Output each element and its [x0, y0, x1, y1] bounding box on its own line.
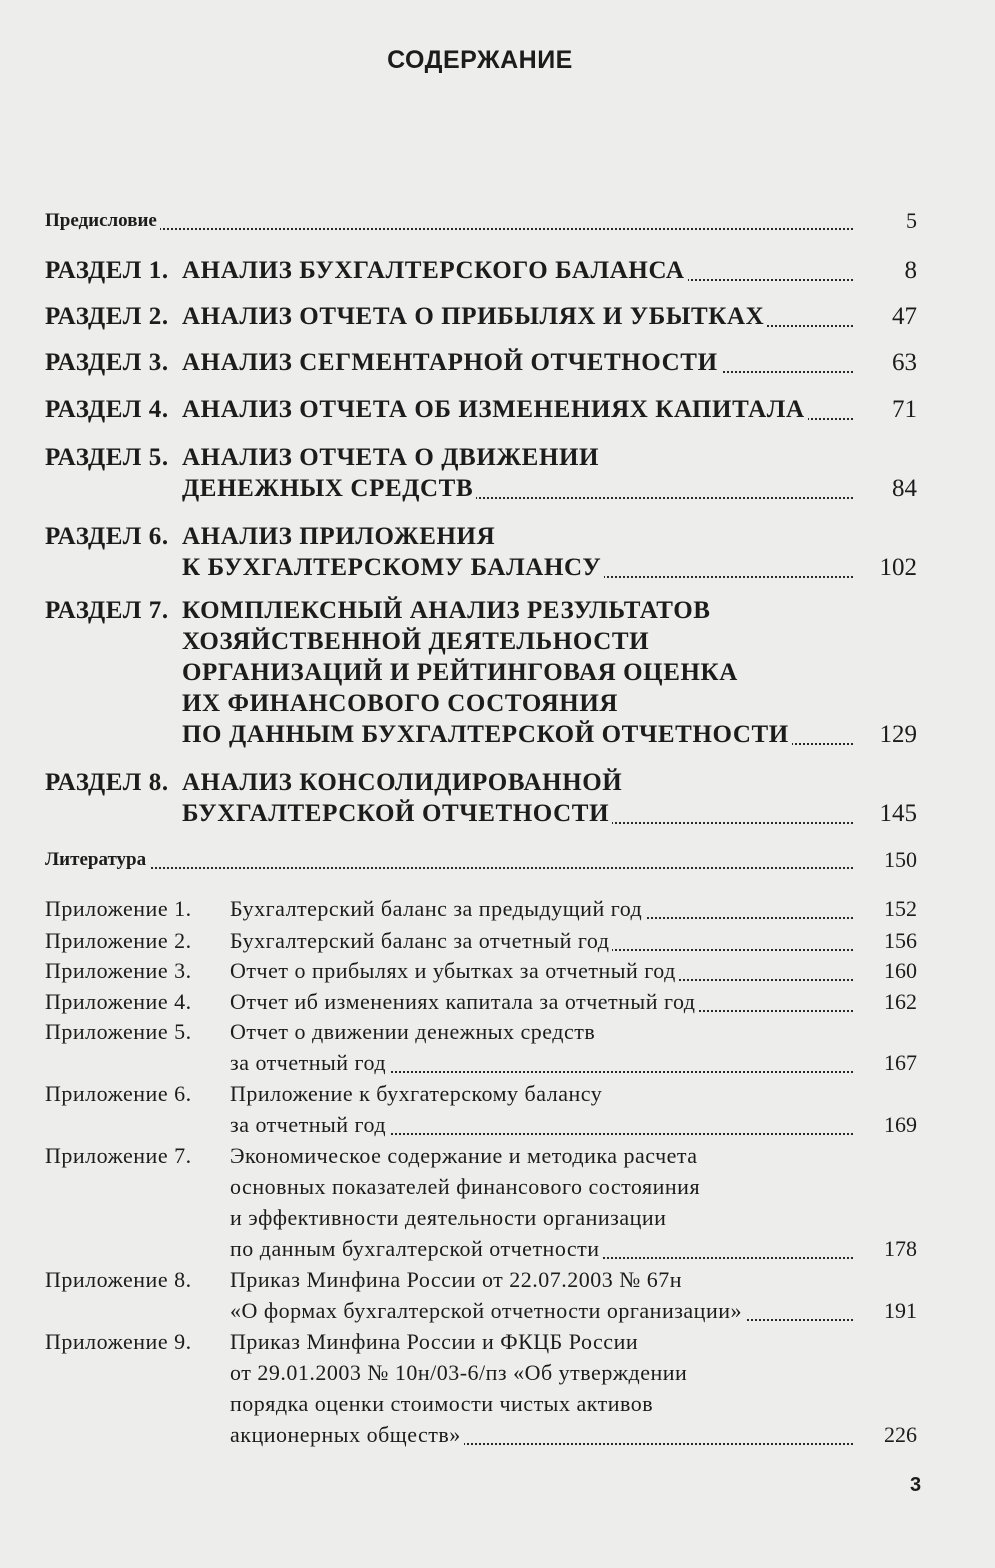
toc-entry-line: Отчет иб изменениях капитала за отчетный год: [230, 986, 699, 1017]
toc-entry-line: Приложение к бухгатерскому балансу: [230, 1078, 605, 1109]
toc-appendix-entry: [0, 1326, 995, 1450]
toc-entry-page: 162: [854, 986, 917, 1017]
toc-entry-line: Бухгалтерский баланс за предыдущий год: [230, 893, 645, 924]
toc-entry-label: Предисловие: [45, 207, 160, 235]
toc-entry-page: 167: [854, 1047, 917, 1078]
toc-entry-line: основных показателей финансового состояиния: [230, 1171, 703, 1202]
toc-entry-page: 169: [854, 1109, 917, 1140]
toc-entry-page: 63: [854, 348, 917, 378]
toc-appendix-entry: [0, 893, 995, 924]
toc-entry-page: 145: [854, 799, 917, 829]
toc-section-entry: [0, 348, 995, 379]
toc-section-entry: [0, 302, 995, 333]
toc-entry-line: БУХГАЛТЕРСКОЙ ОТЧЕТНОСТИ: [182, 799, 612, 829]
toc-appendix-entry: [0, 1264, 995, 1326]
toc-entry-page: 191: [854, 1295, 917, 1326]
toc-entry-prefix: Приложение 6.: [45, 1081, 192, 1106]
toc-entry-preface: [0, 207, 995, 237]
toc-entry-prefix: Приложение 7.: [45, 1143, 192, 1168]
toc-section-entry: [0, 256, 995, 287]
toc-entry-prefix: РАЗДЕЛ 2.: [45, 303, 169, 330]
toc-section-entry: [0, 443, 995, 505]
toc-entry-line: АНАЛИЗ ОТЧЕТА ОБ ИЗМЕНЕНИЯХ КАПИТАЛА: [182, 395, 808, 425]
toc-entry-prefix: Приложение 9.: [45, 1329, 192, 1354]
toc-entry-line: АНАЛИЗ ОТЧЕТА О ПРИБЫЛЯХ И УБЫТКАХ: [182, 302, 767, 332]
toc-entry-line: «О формах бухгалтерской отчетности организации»: [230, 1295, 745, 1326]
toc-entry-page: 47: [854, 302, 917, 332]
toc-entry-line: Бухгалтерский баланс за отчетный год: [230, 925, 612, 956]
toc-entry-page: 178: [854, 1233, 917, 1264]
toc-entry-line: за отчетный год: [230, 1109, 389, 1140]
leader-dots: [120, 228, 913, 230]
toc-entry-prefix: Приложение 1.: [45, 896, 192, 921]
toc-entry-page: 156: [854, 925, 917, 956]
toc-entry-line: Отчет о прибылях и убытках за отчетный год: [230, 955, 679, 986]
toc-entry-line: акционерных обществ»: [230, 1419, 464, 1450]
toc-entry-prefix: РАЗДЕЛ 4.: [45, 396, 169, 423]
toc-entry-line: Приказ Минфина России и ФКЦБ России: [230, 1326, 641, 1357]
toc-entry-line: АНАЛИЗ ПРИЛОЖЕНИЯ: [182, 522, 498, 552]
toc-entry-page: 84: [854, 474, 917, 504]
toc-entry-prefix: РАЗДЕЛ 7.: [45, 597, 169, 624]
toc-entry-prefix: РАЗДЕЛ 6.: [45, 523, 169, 550]
toc-entry-line: за отчетный год: [230, 1047, 389, 1078]
toc-entry-line: АНАЛИЗ ОТЧЕТА О ДВИЖЕНИИ: [182, 443, 602, 473]
toc-entry-page: 152: [854, 893, 917, 924]
toc-entry-prefix: Приложение 8.: [45, 1267, 192, 1292]
toc-entry-line: Приказ Минфина России от 22.07.2003 № 67н: [230, 1264, 685, 1295]
toc-entry-prefix: РАЗДЕЛ 5.: [45, 444, 169, 471]
toc-entry-prefix: Приложение 4.: [45, 989, 192, 1014]
toc-entry-line: К БУХГАЛТЕРСКОМУ БАЛАНСУ: [182, 553, 604, 583]
toc-entry-prefix: Приложение 5.: [45, 1019, 192, 1044]
toc-entry-page: 160: [854, 955, 917, 986]
toc-entry-line: АНАЛИЗ КОНСОЛИДИРОВАННОЙ: [182, 768, 625, 798]
toc-entry-line: АНАЛИЗ СЕГМЕНТАРНОЙ ОТЧЕТНОСТИ: [182, 348, 721, 378]
toc-entry-line: ИХ ФИНАНСОВОГО СОСТОЯНИЯ: [182, 689, 621, 719]
toc-entry-line: АНАЛИЗ БУХГАЛТЕРСКОГО БАЛАНСА: [182, 256, 688, 286]
toc-section-entry: [0, 596, 995, 751]
toc-entry-page: 129: [854, 720, 917, 750]
toc-appendix-entry: [0, 1140, 995, 1264]
toc-entry-page: 150: [854, 846, 917, 874]
toc-entry-prefix: РАЗДЕЛ 8.: [45, 769, 169, 796]
toc-entry-page: 5: [854, 207, 917, 235]
toc-section-entry: [0, 522, 995, 584]
toc-appendix-entry: [0, 1078, 995, 1140]
toc-entry-line: Отчет о движении денежных средств: [230, 1016, 598, 1047]
toc-entry-page: 71: [854, 395, 917, 425]
toc-entry-line: КОМПЛЕКСНЫЙ АНАЛИЗ РЕЗУЛЬТАТОВ: [182, 596, 714, 626]
toc-entry-line: ХОЗЯЙСТВЕННОЙ ДЕЯТЕЛЬНОСТИ: [182, 627, 652, 657]
toc-entry-literature: [0, 846, 995, 876]
toc-section-entry: [0, 395, 995, 426]
toc-entry-page: 226: [854, 1419, 917, 1450]
toc-section-entry: [0, 768, 995, 830]
toc-entry-line: порядка оценки стоимости чистых активов: [230, 1388, 656, 1419]
toc-appendix-entry: [0, 955, 995, 986]
toc-entry-prefix: РАЗДЕЛ 3.: [45, 349, 169, 376]
page-title: СОДЕРЖАНИЕ: [387, 46, 573, 74]
toc-entry-line: и эффективности деятельности организации: [230, 1202, 669, 1233]
toc-entry-page: 102: [854, 553, 917, 583]
page-number: 3: [910, 1474, 922, 1496]
toc-entry-line: ОРГАНИЗАЦИЙ И РЕЙТИНГОВАЯ ОЦЕНКА: [182, 658, 741, 688]
leader-dots: [120, 867, 913, 869]
toc-entry-prefix: РАЗДЕЛ 1.: [45, 257, 169, 284]
toc-entry-line: ПО ДАННЫМ БУХГАЛТЕРСКОЙ ОТЧЕТНОСТИ: [182, 720, 792, 750]
toc-entry-line: Экономическое содержание и методика расчета: [230, 1140, 701, 1171]
toc-appendix-entry: [0, 1016, 995, 1078]
toc-entry-label: Литература: [45, 846, 149, 874]
toc-entry-line: от 29.01.2003 № 10н/03-6/пз «Об утверждении: [230, 1357, 690, 1388]
toc-entry-prefix: Приложение 3.: [45, 958, 192, 983]
toc-entry-line: по данным бухгалтерской отчетности: [230, 1233, 603, 1264]
toc-appendix-entry: [0, 925, 995, 956]
toc-entry-prefix: Приложение 2.: [45, 928, 192, 953]
toc-entry-line: ДЕНЕЖНЫХ СРЕДСТВ: [182, 474, 476, 504]
toc-entry-page: 8: [854, 256, 917, 286]
toc-appendix-entry: [0, 986, 995, 1017]
